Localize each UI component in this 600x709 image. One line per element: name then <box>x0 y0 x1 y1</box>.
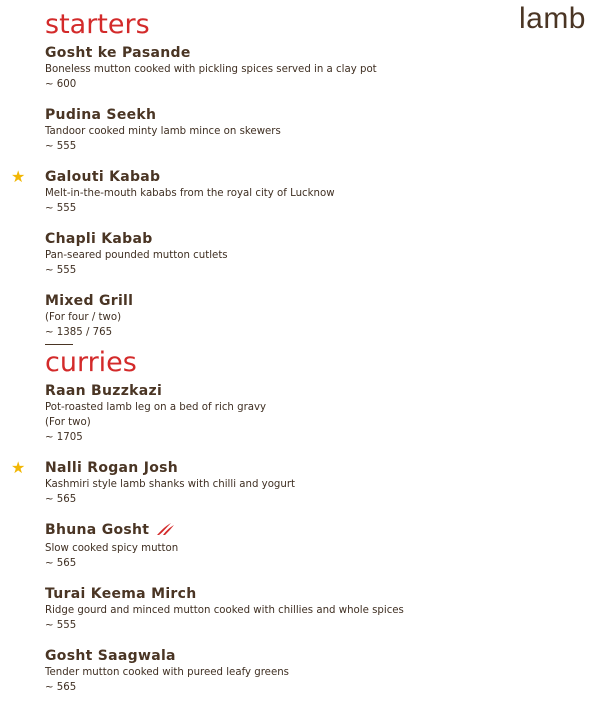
item-price: ~ 565 <box>45 494 77 505</box>
item-price: ~ 1705 <box>45 432 83 443</box>
item-name: Pudina Seekh <box>45 107 157 123</box>
item-price: ~ 565 <box>45 682 77 693</box>
section-starters <box>11 9 377 351</box>
item-description: Tandoor cooked minty lamb mince on skewers <box>45 126 281 137</box>
item-name: Gosht ke Pasande <box>45 45 191 61</box>
page-title: lamb <box>518 2 586 35</box>
item-description: Pot-roasted lamb leg on a bed of rich gravy <box>45 402 267 413</box>
section-heading-curries: curries <box>45 347 137 378</box>
item-serving-note: (For two) <box>45 417 91 428</box>
item-name: Raan Buzzkazi <box>45 383 163 399</box>
item-description: Pan-seared pounded mutton cutlets <box>45 250 228 261</box>
menu-item <box>45 585 404 633</box>
item-name: Galouti Kabab <box>45 169 161 185</box>
menu-item <box>45 106 377 154</box>
section-heading-starters: starters <box>45 9 150 40</box>
item-price: ~ 555 <box>45 265 77 276</box>
item-description: (For four / two) <box>45 312 122 323</box>
menu-item <box>45 292 377 340</box>
item-price: ~ 600 <box>45 79 77 90</box>
star-icon: ★ <box>11 458 26 477</box>
item-description: Kashmiri style lamb shanks with chilli and yogurt <box>45 479 296 490</box>
item-name: Chapli Kabab <box>45 231 153 247</box>
item-name: Turai Keema Mirch <box>45 586 197 602</box>
item-price: ~ 555 <box>45 620 77 631</box>
item-description: Melt-in-the-mouth kababs from the royal city of Lucknow <box>45 188 335 199</box>
chili-icon <box>155 522 175 541</box>
item-price: ~ 1385 / 765 <box>45 327 113 338</box>
section-curries <box>11 347 404 709</box>
item-price: ~ 555 <box>45 203 77 214</box>
menu-item <box>11 167 377 216</box>
star-icon: ★ <box>11 167 26 186</box>
item-description: Slow cooked spicy mutton <box>45 543 179 554</box>
menu-item <box>11 458 404 507</box>
menu-item <box>45 382 404 445</box>
item-description: Tender mutton cooked with pureed leafy greens <box>45 667 289 678</box>
item-price: ~ 565 <box>45 558 77 569</box>
item-name-row <box>45 521 404 541</box>
item-name: Bhuna Gosht <box>45 522 150 538</box>
item-description: Ridge gourd and minced mutton cooked with chillies and whole spices <box>45 605 404 616</box>
item-name: Gosht Saagwala <box>45 648 176 664</box>
item-name: Mixed Grill <box>45 293 134 309</box>
menu-item <box>45 521 404 571</box>
menu-item <box>45 230 377 278</box>
item-description: Boneless mutton cooked with pickling spices served in a clay pot <box>45 64 377 75</box>
item-price: ~ 555 <box>45 141 77 152</box>
section-divider <box>45 344 73 345</box>
menu-item <box>45 647 404 695</box>
item-name: Nalli Rogan Josh <box>45 460 179 476</box>
menu-item <box>45 44 377 92</box>
